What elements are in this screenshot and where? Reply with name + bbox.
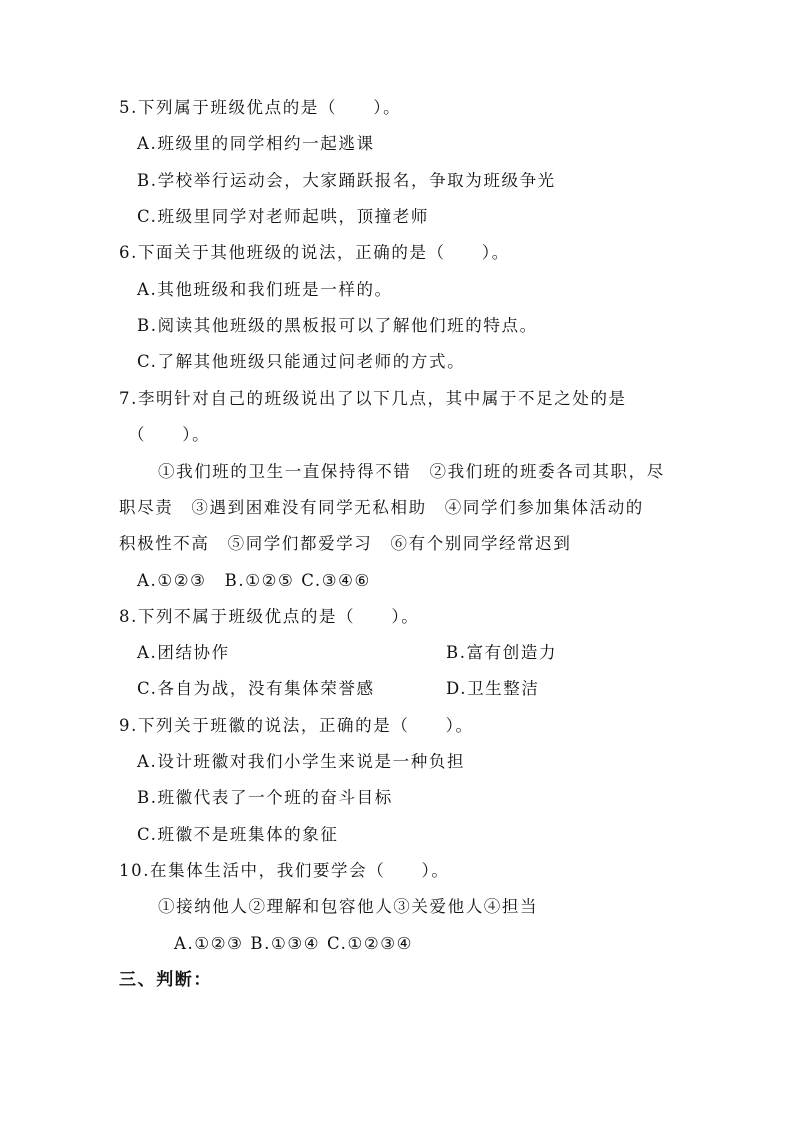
q9-option-c: C.班徽不是班集体的象征 [137,825,339,844]
q9-stem: 9.下列关于班徽的说法，正确的是（ ）。 [119,716,474,735]
q10-stem: 10.在集体生活中，我们要学会（ ）。 [119,861,450,880]
section-3-title: 三、判断： [119,970,212,990]
q6-stem: 6.下面关于其他班级的说法，正确的是（ ）。 [119,243,510,262]
q7-items-line3: 积极性不高 ⑤同学们都爱学习 ⑥有个别同学经常迟到 [119,534,572,553]
q7-stem-line1: 7.李明针对自己的班级说出了以下几点，其中属于不足之处的是 [119,389,627,408]
q8-option-d: D.卫生整洁 [446,679,540,698]
q5-option-b: B.学校举行运动会，大家踊跃报名，争取为班级争光 [137,171,556,190]
q7-items-line1: ①我们班的卫生一直保持得不错 ②我们班的班委各司其职，尽 [158,462,665,481]
q9-option-a: A.设计班徽对我们小学生来说是一种负担 [137,752,466,771]
q8-option-c: C.各自为战，没有集体荣誉感 [137,679,375,698]
q5-stem: 5.下列属于班级优点的是（ ）。 [119,98,402,117]
q8-option-a: A.团结协作 [137,643,230,662]
q10-items: ①接纳他人②理解和包容他人③关爱他人④担当 [158,897,539,916]
q5-option-a: A.班级里的同学相约一起逃课 [137,134,375,153]
q8-stem: 8.下列不属于班级优点的是（ ）。 [119,607,420,626]
q7-items-line2: 职尽责 ③遇到困难没有同学无私相助 ④同学们参加集体活动的 [119,498,644,517]
q6-option-a: A.其他班级和我们班是一样的。 [137,280,393,299]
q8-option-b: B.富有创造力 [446,643,558,662]
q5-option-c: C.班级里同学对老师起哄，顶撞老师 [137,207,429,226]
q7-stem-line2: （ ）。 [128,425,211,444]
q10-options: A.①②③ B.①③④ C.①②③④ [174,934,414,953]
q6-option-c: C.了解其他班级只能通过问老师的方式。 [137,352,466,371]
q9-option-b: B.班徽代表了一个班的奋斗目标 [137,788,393,807]
q6-option-b: B.阅读其他班级的黑板报可以了解他们班的特点。 [137,316,538,335]
q7-options: A.①②③ B.①②⑤ C.③④⑥ [137,571,371,590]
